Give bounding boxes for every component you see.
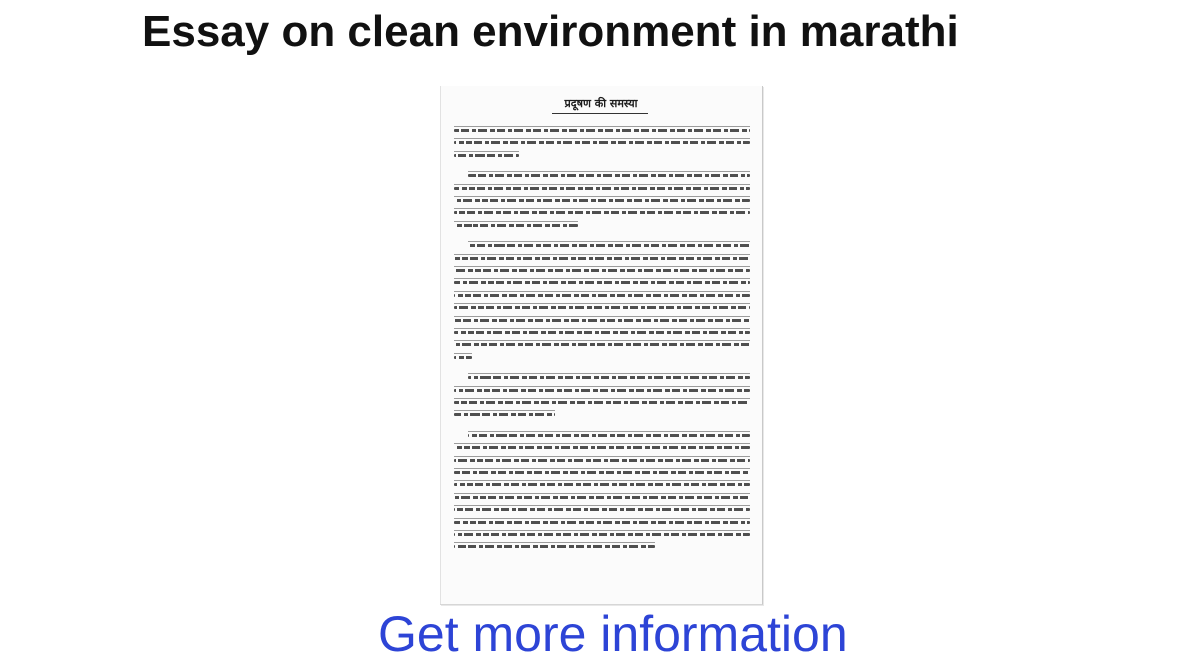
scanned-essay-page	[440, 86, 763, 605]
scan-text-line	[454, 343, 750, 346]
scan-text-line	[454, 187, 750, 190]
page-edge	[440, 86, 441, 604]
scan-text-line	[454, 306, 750, 309]
scan-text-line	[454, 269, 750, 272]
scan-text-line	[454, 319, 750, 322]
scan-text-line	[454, 331, 750, 334]
scan-text-line	[454, 533, 750, 536]
scan-text-line	[468, 434, 750, 437]
scan-text-line	[454, 154, 519, 157]
heading-underline	[552, 113, 648, 114]
scan-text-line	[454, 281, 750, 284]
scan-text-line	[454, 224, 578, 227]
scan-text-line	[454, 141, 750, 144]
scan-text-line	[468, 376, 750, 379]
scan-text-line	[454, 389, 750, 392]
essay-heading: प्रदूषण की समस्या	[564, 97, 638, 110]
scan-text-line	[454, 459, 750, 462]
scan-text-line	[454, 401, 750, 404]
scan-text-line	[454, 199, 750, 202]
scan-text-line	[468, 244, 750, 247]
scan-text-line	[454, 483, 750, 486]
scan-text-line	[454, 129, 750, 132]
scan-text-line	[454, 294, 750, 297]
scan-text-line	[454, 471, 750, 474]
page-title: Essay on clean environment in marathi	[142, 7, 959, 56]
scan-text-line	[454, 508, 750, 511]
scan-text-line	[454, 211, 750, 214]
scan-text-line	[454, 413, 555, 416]
scan-text-line	[454, 496, 750, 499]
get-more-information-link[interactable]: Get more information	[378, 606, 848, 662]
scan-text-line	[454, 521, 750, 524]
scan-text-line	[454, 356, 472, 359]
scan-text-line	[454, 257, 750, 260]
scan-text-line	[454, 545, 655, 548]
scan-text-line	[454, 446, 750, 449]
scan-text-line	[468, 174, 750, 177]
